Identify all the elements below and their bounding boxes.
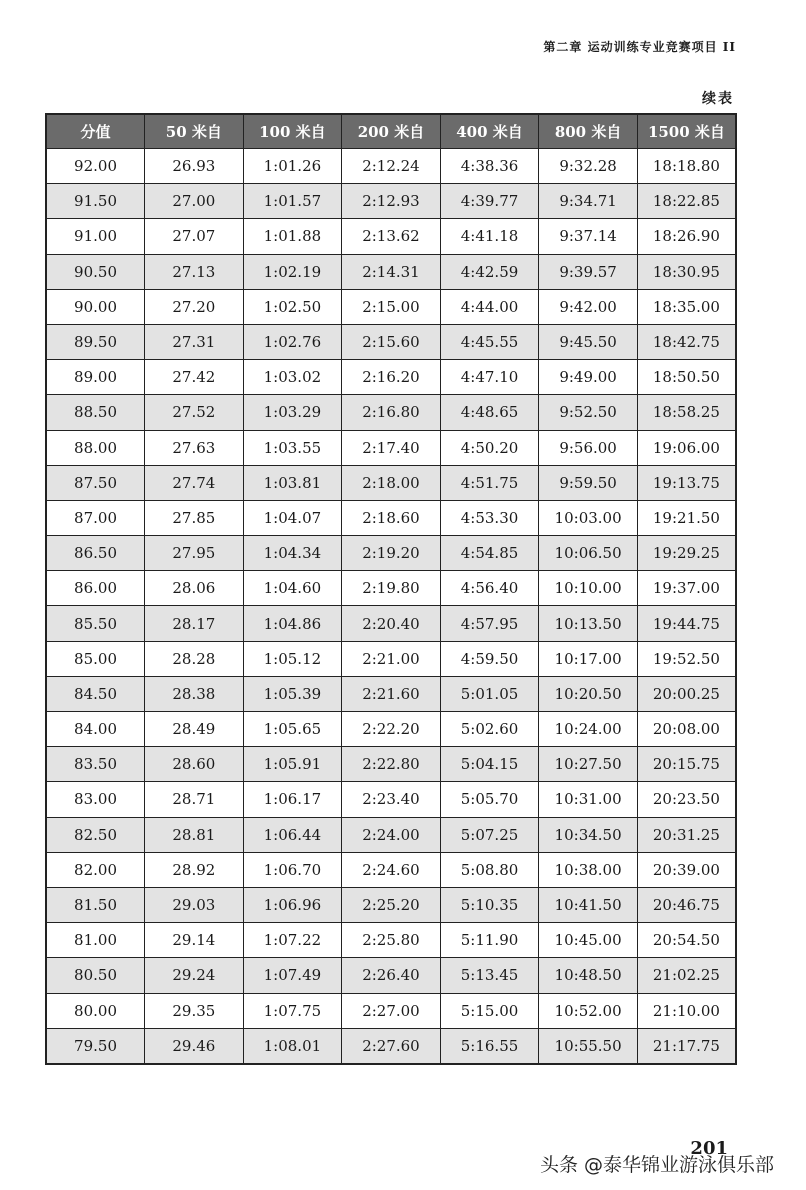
table-cell: 28.60 xyxy=(145,747,244,782)
table-cell: 9:39.57 xyxy=(539,254,638,289)
table-cell: 5:07.25 xyxy=(440,817,539,852)
table-cell: 2:15.00 xyxy=(342,289,441,324)
running-header: 第二章 运动训练专业竞赛项目 II xyxy=(543,40,736,54)
table-cell: 9:42.00 xyxy=(539,289,638,324)
table-cell: 10:24.00 xyxy=(539,712,638,747)
table-cell: 19:44.75 xyxy=(637,606,736,641)
table-body xyxy=(46,149,736,1064)
table-cell: 2:18.00 xyxy=(342,465,441,500)
table-cell: 10:52.00 xyxy=(539,993,638,1028)
table-cell: 83.50 xyxy=(46,747,145,782)
table-row xyxy=(46,817,736,852)
table-cell: 29.14 xyxy=(145,923,244,958)
table-cell: 86.50 xyxy=(46,536,145,571)
table-cell: 82.00 xyxy=(46,852,145,887)
table-cell: 1:02.50 xyxy=(243,289,342,324)
column-header-score: 分值 xyxy=(46,114,145,149)
table-cell: 1:06.70 xyxy=(243,852,342,887)
table-cell: 10:48.50 xyxy=(539,958,638,993)
table-row xyxy=(46,958,736,993)
table-cell: 20:00.25 xyxy=(637,676,736,711)
table-cell: 9:49.00 xyxy=(539,360,638,395)
table-cell: 2:26.40 xyxy=(342,958,441,993)
table-row xyxy=(46,782,736,817)
table-cell: 5:04.15 xyxy=(440,747,539,782)
table-cell: 4:41.18 xyxy=(440,219,539,254)
table-row xyxy=(46,993,736,1028)
table-cell: 1:03.29 xyxy=(243,395,342,430)
table-cell: 1:07.49 xyxy=(243,958,342,993)
table-cell: 10:03.00 xyxy=(539,500,638,535)
table-cell: 90.00 xyxy=(46,289,145,324)
table-row xyxy=(46,395,736,430)
table-cell: 2:14.31 xyxy=(342,254,441,289)
table-cell: 10:38.00 xyxy=(539,852,638,887)
table-row xyxy=(46,360,736,395)
table-cell: 19:29.25 xyxy=(637,536,736,571)
table-cell: 80.50 xyxy=(46,958,145,993)
table-cell: 2:24.60 xyxy=(342,852,441,887)
table-cell: 21:02.25 xyxy=(637,958,736,993)
table-cell: 20:31.25 xyxy=(637,817,736,852)
table-cell: 85.50 xyxy=(46,606,145,641)
table-cell: 2:21.60 xyxy=(342,676,441,711)
table-cell: 79.50 xyxy=(46,1028,145,1064)
column-header-50m: 50 米自 xyxy=(145,114,244,149)
table-cell: 29.24 xyxy=(145,958,244,993)
table-cell: 5:13.45 xyxy=(440,958,539,993)
column-header-200m: 200 米自 xyxy=(342,114,441,149)
table-cell: 18:18.80 xyxy=(637,149,736,184)
table-cell: 18:30.95 xyxy=(637,254,736,289)
table-cell: 2:13.62 xyxy=(342,219,441,254)
table-cell: 9:59.50 xyxy=(539,465,638,500)
table-cell: 21:10.00 xyxy=(637,993,736,1028)
table-cell: 4:48.65 xyxy=(440,395,539,430)
table-cell: 19:37.00 xyxy=(637,571,736,606)
table-cell: 19:06.00 xyxy=(637,430,736,465)
table-row xyxy=(46,923,736,958)
table-row xyxy=(46,676,736,711)
table-cell: 19:13.75 xyxy=(637,465,736,500)
table-cell: 2:22.20 xyxy=(342,712,441,747)
table-cell: 26.93 xyxy=(145,149,244,184)
table-cell: 27.63 xyxy=(145,430,244,465)
table-cell: 27.20 xyxy=(145,289,244,324)
watermark: 头条 @泰华锦业游泳俱乐部 xyxy=(540,1154,775,1176)
table-cell: 4:45.55 xyxy=(440,324,539,359)
table-cell: 90.50 xyxy=(46,254,145,289)
table-cell: 81.50 xyxy=(46,887,145,922)
table-cell: 82.50 xyxy=(46,817,145,852)
table-cell: 10:41.50 xyxy=(539,887,638,922)
table-cell: 1:01.26 xyxy=(243,149,342,184)
table-cell: 19:21.50 xyxy=(637,500,736,535)
table-cell: 18:35.00 xyxy=(637,289,736,324)
table-cell: 1:02.19 xyxy=(243,254,342,289)
table-cell: 4:50.20 xyxy=(440,430,539,465)
table-cell: 1:02.76 xyxy=(243,324,342,359)
table-cell: 2:27.00 xyxy=(342,993,441,1028)
table-cell: 80.00 xyxy=(46,993,145,1028)
table-cell: 89.50 xyxy=(46,324,145,359)
table-row xyxy=(46,887,736,922)
table-cell: 2:21.00 xyxy=(342,641,441,676)
table-cell: 2:17.40 xyxy=(342,430,441,465)
table-cell: 2:19.80 xyxy=(342,571,441,606)
table-cell: 4:42.59 xyxy=(440,254,539,289)
table-row xyxy=(46,430,736,465)
table-cell: 29.03 xyxy=(145,887,244,922)
table-cell: 9:52.50 xyxy=(539,395,638,430)
table-cell: 27.95 xyxy=(145,536,244,571)
table-cell: 4:44.00 xyxy=(440,289,539,324)
table-cell: 9:45.50 xyxy=(539,324,638,359)
table-row xyxy=(46,641,736,676)
table-cell: 29.46 xyxy=(145,1028,244,1064)
continued-label: 续表 xyxy=(702,91,734,107)
table-cell: 28.17 xyxy=(145,606,244,641)
table-cell: 20:15.75 xyxy=(637,747,736,782)
table-cell: 9:56.00 xyxy=(539,430,638,465)
table-cell: 18:50.50 xyxy=(637,360,736,395)
table-cell: 89.00 xyxy=(46,360,145,395)
table-cell: 28.28 xyxy=(145,641,244,676)
table-cell: 28.38 xyxy=(145,676,244,711)
table-row xyxy=(46,465,736,500)
table-cell: 87.50 xyxy=(46,465,145,500)
table-cell: 27.42 xyxy=(145,360,244,395)
table-cell: 27.85 xyxy=(145,500,244,535)
table-cell: 10:17.00 xyxy=(539,641,638,676)
table-cell: 21:17.75 xyxy=(637,1028,736,1064)
table-cell: 5:16.55 xyxy=(440,1028,539,1064)
table-cell: 18:26.90 xyxy=(637,219,736,254)
table-cell: 4:56.40 xyxy=(440,571,539,606)
table-cell: 2:25.20 xyxy=(342,887,441,922)
table-cell: 1:01.57 xyxy=(243,184,342,219)
table-cell: 83.00 xyxy=(46,782,145,817)
table-cell: 1:05.65 xyxy=(243,712,342,747)
table-cell: 1:08.01 xyxy=(243,1028,342,1064)
table-cell: 2:22.80 xyxy=(342,747,441,782)
table-cell: 2:15.60 xyxy=(342,324,441,359)
table-cell: 92.00 xyxy=(46,149,145,184)
table-cell: 5:10.35 xyxy=(440,887,539,922)
table-cell: 1:05.39 xyxy=(243,676,342,711)
table-row xyxy=(46,184,736,219)
table-cell: 1:04.86 xyxy=(243,606,342,641)
table-cell: 27.52 xyxy=(145,395,244,430)
table-row xyxy=(46,852,736,887)
table-row xyxy=(46,324,736,359)
table-cell: 1:01.88 xyxy=(243,219,342,254)
table-cell: 88.00 xyxy=(46,430,145,465)
table-cell: 1:04.07 xyxy=(243,500,342,535)
table-cell: 4:38.36 xyxy=(440,149,539,184)
table-cell: 81.00 xyxy=(46,923,145,958)
table-cell: 87.00 xyxy=(46,500,145,535)
table-cell: 9:34.71 xyxy=(539,184,638,219)
table-cell: 1:05.91 xyxy=(243,747,342,782)
table-cell: 2:25.80 xyxy=(342,923,441,958)
table-cell: 20:23.50 xyxy=(637,782,736,817)
table-cell: 2:16.20 xyxy=(342,360,441,395)
table-cell: 2:18.60 xyxy=(342,500,441,535)
table-cell: 27.74 xyxy=(145,465,244,500)
table-cell: 10:31.00 xyxy=(539,782,638,817)
table-row xyxy=(46,500,736,535)
table-cell: 27.31 xyxy=(145,324,244,359)
table-cell: 2:16.80 xyxy=(342,395,441,430)
table-cell: 20:08.00 xyxy=(637,712,736,747)
table-cell: 4:39.77 xyxy=(440,184,539,219)
table-cell: 91.00 xyxy=(46,219,145,254)
table-cell: 20:39.00 xyxy=(637,852,736,887)
table-cell: 5:15.00 xyxy=(440,993,539,1028)
table-cell: 5:11.90 xyxy=(440,923,539,958)
column-header-100m: 100 米自 xyxy=(243,114,342,149)
table-cell: 4:54.85 xyxy=(440,536,539,571)
table-cell: 5:01.05 xyxy=(440,676,539,711)
table-cell: 1:03.81 xyxy=(243,465,342,500)
table-cell: 86.00 xyxy=(46,571,145,606)
column-header-1500m: 1500 米自 xyxy=(637,114,736,149)
table-cell: 2:24.00 xyxy=(342,817,441,852)
table-cell: 10:34.50 xyxy=(539,817,638,852)
table-cell: 10:13.50 xyxy=(539,606,638,641)
table-cell: 10:45.00 xyxy=(539,923,638,958)
table-cell: 9:32.28 xyxy=(539,149,638,184)
table-row xyxy=(46,606,736,641)
table-cell: 10:20.50 xyxy=(539,676,638,711)
table-cell: 1:05.12 xyxy=(243,641,342,676)
table-cell: 85.00 xyxy=(46,641,145,676)
table-cell: 18:22.85 xyxy=(637,184,736,219)
table-cell: 1:07.75 xyxy=(243,993,342,1028)
column-header-800m: 800 米自 xyxy=(539,114,638,149)
table-cell: 28.06 xyxy=(145,571,244,606)
table-cell: 84.00 xyxy=(46,712,145,747)
table-cell: 1:03.55 xyxy=(243,430,342,465)
table-cell: 88.50 xyxy=(46,395,145,430)
table-cell: 27.13 xyxy=(145,254,244,289)
score-table xyxy=(45,113,737,1065)
table-cell: 1:04.60 xyxy=(243,571,342,606)
table-cell: 2:12.24 xyxy=(342,149,441,184)
table-cell: 1:04.34 xyxy=(243,536,342,571)
table-row xyxy=(46,149,736,184)
table-cell: 91.50 xyxy=(46,184,145,219)
table-cell: 2:12.93 xyxy=(342,184,441,219)
table-row xyxy=(46,219,736,254)
table-cell: 5:05.70 xyxy=(440,782,539,817)
table-cell: 27.00 xyxy=(145,184,244,219)
table-row xyxy=(46,536,736,571)
table-cell: 27.07 xyxy=(145,219,244,254)
table-cell: 28.71 xyxy=(145,782,244,817)
table-cell: 2:19.20 xyxy=(342,536,441,571)
table-cell: 2:20.40 xyxy=(342,606,441,641)
table-cell: 10:06.50 xyxy=(539,536,638,571)
table-cell: 10:55.50 xyxy=(539,1028,638,1064)
table-cell: 18:42.75 xyxy=(637,324,736,359)
table-cell: 29.35 xyxy=(145,993,244,1028)
table-cell: 9:37.14 xyxy=(539,219,638,254)
table-row xyxy=(46,254,736,289)
table-cell: 4:57.95 xyxy=(440,606,539,641)
table-cell: 84.50 xyxy=(46,676,145,711)
table-cell: 1:07.22 xyxy=(243,923,342,958)
table-cell: 5:08.80 xyxy=(440,852,539,887)
table-cell: 20:54.50 xyxy=(637,923,736,958)
table-header-row xyxy=(46,114,736,149)
table-cell: 4:53.30 xyxy=(440,500,539,535)
table-row xyxy=(46,289,736,324)
table-cell: 4:47.10 xyxy=(440,360,539,395)
table-row xyxy=(46,1028,736,1064)
table-cell: 5:02.60 xyxy=(440,712,539,747)
table-cell: 20:46.75 xyxy=(637,887,736,922)
page-number: 201 xyxy=(690,1138,728,1159)
table-cell: 1:06.17 xyxy=(243,782,342,817)
table-cell: 28.81 xyxy=(145,817,244,852)
table-cell: 2:27.60 xyxy=(342,1028,441,1064)
table-cell: 1:06.96 xyxy=(243,887,342,922)
table-cell: 18:58.25 xyxy=(637,395,736,430)
table-cell: 4:59.50 xyxy=(440,641,539,676)
table-row xyxy=(46,712,736,747)
table-cell: 1:03.02 xyxy=(243,360,342,395)
table-cell: 4:51.75 xyxy=(440,465,539,500)
column-header-400m: 400 米自 xyxy=(440,114,539,149)
table-cell: 28.49 xyxy=(145,712,244,747)
table-cell: 10:27.50 xyxy=(539,747,638,782)
table-row xyxy=(46,571,736,606)
table-cell: 1:06.44 xyxy=(243,817,342,852)
table-cell: 2:23.40 xyxy=(342,782,441,817)
table-cell: 28.92 xyxy=(145,852,244,887)
table-cell: 10:10.00 xyxy=(539,571,638,606)
table-row xyxy=(46,747,736,782)
table-cell: 19:52.50 xyxy=(637,641,736,676)
